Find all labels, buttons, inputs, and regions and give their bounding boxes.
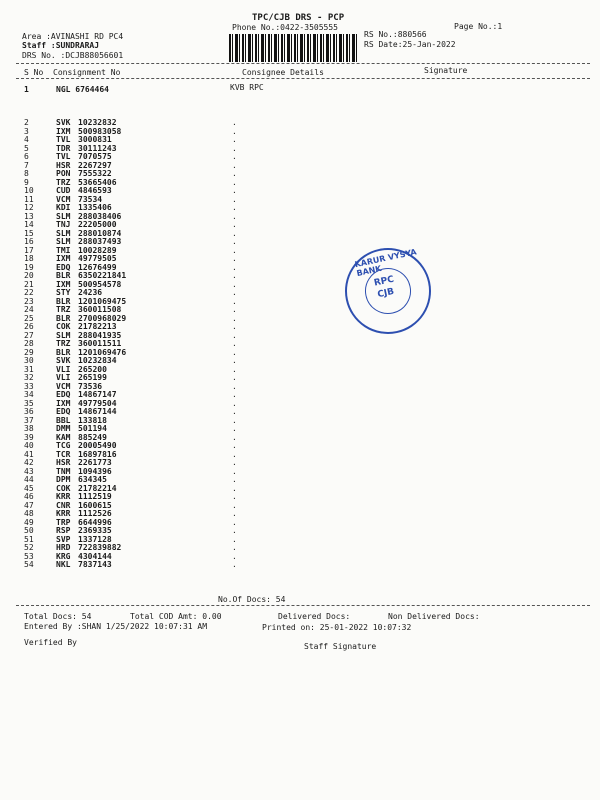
- row-prefix: TDR: [56, 143, 71, 153]
- row-dot: .: [232, 415, 237, 425]
- no-of-docs: No.Of Docs: 54: [218, 595, 286, 604]
- row-prefix: CNR: [56, 500, 71, 510]
- row-consignment-number: 722839882: [78, 543, 122, 552]
- row-sno: 27: [24, 330, 34, 340]
- row-sno: 18: [24, 254, 34, 263]
- row-dot: .: [232, 347, 237, 357]
- row-consignment-number: 288041935: [78, 330, 122, 340]
- row-sno: 12: [24, 203, 34, 212]
- row-dot: .: [232, 432, 237, 442]
- row-dot: .: [232, 381, 237, 391]
- column-header-consignment: Consignment No: [53, 68, 121, 77]
- row-consignment-number: 7070575: [78, 152, 112, 161]
- page-number: Page No.:1: [454, 22, 503, 31]
- row-dot: .: [232, 254, 237, 263]
- row-prefix: SLM: [56, 330, 71, 340]
- row-prefix: DPM: [56, 475, 71, 484]
- phone-number: Phone No.:0422-3505555: [232, 23, 338, 32]
- row-prefix: DMM: [56, 424, 71, 433]
- row-dot: .: [232, 483, 237, 493]
- row-dot: .: [232, 135, 237, 144]
- row-dot: .: [232, 305, 237, 314]
- row-dot: .: [232, 356, 237, 365]
- first-row-consignee: KVB RPC: [230, 83, 264, 92]
- row-prefix: KRR: [56, 509, 71, 518]
- row-sno: 48: [24, 509, 34, 518]
- column-header-sno: S No: [24, 68, 44, 77]
- row-prefix: IXM: [56, 126, 71, 136]
- row-dot: .: [232, 169, 237, 178]
- row-dot: .: [232, 322, 237, 331]
- row-prefix: TNM: [56, 466, 71, 476]
- row-sno: 9: [24, 177, 29, 187]
- rs-date: RS Date:25-Jan-2022: [364, 40, 456, 49]
- row-prefix: EDQ: [56, 407, 71, 416]
- row-consignment-number: 501194: [78, 424, 107, 433]
- row-consignment-number: 133818: [78, 415, 107, 425]
- row-sno: 3: [24, 126, 29, 136]
- row-consignment-number: 288037493: [78, 237, 122, 246]
- row-sno: 37: [24, 415, 34, 425]
- row-prefix: TCR: [56, 449, 71, 459]
- row-sno: 2: [24, 118, 29, 127]
- row-consignment-number: 73534: [78, 194, 103, 204]
- row-prefix: TVL: [56, 135, 71, 144]
- row-dot: .: [232, 330, 237, 340]
- row-sno: 5: [24, 143, 29, 153]
- row-prefix: VCM: [56, 194, 71, 204]
- row-prefix: TRP: [56, 517, 71, 527]
- row-dot: .: [232, 560, 237, 569]
- row-prefix: TCG: [56, 441, 71, 450]
- total-docs: Total Docs: 54: [24, 612, 92, 621]
- row-prefix: SVK: [56, 356, 71, 365]
- row-dot: .: [232, 313, 237, 323]
- row-sno: 14: [24, 220, 34, 229]
- table-row: [0, 560, 600, 570]
- row-consignment-number: 360011511: [78, 339, 122, 348]
- row-prefix: SLM: [56, 211, 71, 221]
- row-sno: 25: [24, 313, 34, 323]
- row-sno: 43: [24, 466, 34, 476]
- row-dot: .: [232, 271, 237, 280]
- total-cod-amount: Total COD Amt: 0.00: [130, 612, 222, 621]
- row-consignment-number: 265199: [78, 373, 107, 382]
- column-header-signature: Signature: [424, 66, 468, 75]
- row-dot: .: [232, 466, 237, 476]
- row-dot: .: [232, 288, 237, 297]
- report-title: TPC/CJB DRS - PCP: [252, 13, 345, 23]
- row-dot: .: [232, 143, 237, 153]
- row-dot: .: [232, 500, 237, 510]
- row-prefix: SVK: [56, 118, 71, 127]
- row-prefix: BLR: [56, 347, 71, 357]
- delivered-docs: Delivered Docs:: [278, 612, 351, 621]
- row-dot: .: [232, 262, 237, 272]
- row-dot: .: [232, 237, 237, 246]
- row-consignment-number: 14867147: [78, 390, 117, 399]
- row-sno: 21: [24, 279, 34, 289]
- row-prefix: SLM: [56, 228, 71, 238]
- row-sno: 26: [24, 322, 34, 331]
- row-prefix: BLR: [56, 313, 71, 323]
- row-prefix: VLI: [56, 364, 71, 374]
- row-prefix: TMI: [56, 245, 71, 255]
- row-prefix: TRZ: [56, 305, 71, 314]
- row-sno: 8: [24, 169, 29, 178]
- row-consignment-number: 49779505: [78, 254, 117, 263]
- row-sno: 39: [24, 432, 34, 442]
- area-label: Area :AVINASHI RD PC4: [22, 32, 124, 41]
- row-prefix: HSR: [56, 458, 71, 467]
- row-prefix: TNJ: [56, 220, 71, 229]
- row-sno: 4: [24, 135, 29, 144]
- row-consignment-number: 12676499: [78, 262, 117, 272]
- row-consignment-number: 1112519: [78, 492, 112, 501]
- row-consignment-number: 1094396: [78, 466, 112, 476]
- row-consignment-number: 1201069475: [78, 296, 127, 306]
- row-prefix: BLR: [56, 271, 71, 280]
- row-prefix: IXM: [56, 398, 71, 408]
- first-row-sno: 1: [24, 85, 29, 94]
- row-dot: .: [232, 228, 237, 238]
- row-consignment-number: 1112526: [78, 509, 112, 518]
- row-prefix: TRZ: [56, 339, 71, 348]
- row-dot: .: [232, 373, 237, 382]
- rs-number: RS No.:880566: [364, 30, 427, 39]
- row-sno: 28: [24, 339, 34, 348]
- row-prefix: SVP: [56, 534, 71, 544]
- printed-on: Printed on: 25-01-2022 10:07:32: [262, 623, 412, 632]
- row-consignment-number: 4846593: [78, 186, 112, 195]
- row-dot: .: [232, 526, 237, 535]
- row-sno: 30: [24, 356, 34, 365]
- row-prefix: HSR: [56, 160, 71, 170]
- row-consignment-number: 22205000: [78, 220, 117, 229]
- row-dot: .: [232, 509, 237, 518]
- row-dot: .: [232, 551, 237, 561]
- row-consignment-number: 14867144: [78, 407, 117, 416]
- row-consignment-number: 4304144: [78, 551, 112, 561]
- barcode: [229, 34, 357, 62]
- row-consignment-number: 3000831: [78, 135, 112, 144]
- row-prefix: RSP: [56, 526, 71, 535]
- row-prefix: BBL: [56, 415, 71, 425]
- row-sno: 10: [24, 186, 34, 195]
- row-sno: 32: [24, 373, 34, 382]
- row-consignment-number: 16897816: [78, 449, 117, 459]
- row-consignment-number: 24236: [78, 288, 103, 297]
- row-prefix: KDI: [56, 203, 71, 212]
- row-prefix: VLI: [56, 373, 71, 382]
- row-consignment-number: 1337128: [78, 534, 112, 544]
- row-prefix: EDQ: [56, 262, 71, 272]
- row-dot: .: [232, 424, 237, 433]
- row-prefix: SLM: [56, 237, 71, 246]
- row-consignment-number: 1201069476: [78, 347, 127, 357]
- row-prefix: NKL: [56, 560, 71, 569]
- row-sno: 41: [24, 449, 34, 459]
- row-dot: .: [232, 203, 237, 212]
- row-sno: 23: [24, 296, 34, 306]
- row-sno: 49: [24, 517, 34, 527]
- row-dot: .: [232, 152, 237, 161]
- drs-number: DRS No. :DCJB88056601: [22, 51, 124, 60]
- row-dot: .: [232, 296, 237, 306]
- row-sno: 34: [24, 390, 34, 399]
- row-consignment-number: 53665406: [78, 177, 117, 187]
- row-sno: 35: [24, 398, 34, 408]
- row-sno: 50: [24, 526, 34, 535]
- row-dot: .: [232, 279, 237, 289]
- row-dot: .: [232, 475, 237, 484]
- row-consignment-number: 2261773: [78, 458, 112, 467]
- row-prefix: KAM: [56, 432, 71, 442]
- row-consignment-number: 21782214: [78, 483, 117, 493]
- row-prefix: HRD: [56, 543, 71, 552]
- row-dot: .: [232, 364, 237, 374]
- row-dot: .: [232, 449, 237, 459]
- row-sno: 52: [24, 543, 34, 552]
- row-dot: .: [232, 458, 237, 467]
- row-consignment-number: 30111243: [78, 143, 117, 153]
- row-sno: 51: [24, 534, 34, 544]
- row-dot: .: [232, 339, 237, 348]
- row-consignment-number: 2369335: [78, 526, 112, 535]
- row-prefix: KRR: [56, 492, 71, 501]
- row-consignment-number: 500954578: [78, 279, 122, 289]
- row-consignment-number: 360011508: [78, 305, 122, 314]
- row-sno: 7: [24, 160, 29, 170]
- row-dot: .: [232, 186, 237, 195]
- row-consignment-number: 885249: [78, 432, 107, 442]
- row-sno: 11: [24, 194, 34, 204]
- row-dot: .: [232, 390, 237, 399]
- row-prefix: COK: [56, 322, 71, 331]
- non-delivered-docs: Non Delivered Docs:: [388, 612, 480, 621]
- row-consignment-number: 49779504: [78, 398, 117, 408]
- row-consignment-number: 7837143: [78, 560, 112, 569]
- row-consignment-number: 1600615: [78, 500, 112, 510]
- row-dot: .: [232, 398, 237, 408]
- row-prefix: STY: [56, 288, 71, 297]
- row-consignment-number: 6350221841: [78, 271, 127, 280]
- row-consignment-number: 20005490: [78, 441, 117, 450]
- row-sno: 15: [24, 228, 34, 238]
- row-consignment-number: 288010874: [78, 228, 122, 238]
- row-dot: .: [232, 441, 237, 450]
- row-consignment-number: 10028289: [78, 245, 117, 255]
- divider-footer: [16, 605, 590, 606]
- row-sno: 31: [24, 364, 34, 374]
- row-sno: 17: [24, 245, 34, 255]
- row-sno: 47: [24, 500, 34, 510]
- row-consignment-number: 21782213: [78, 322, 117, 331]
- stamp-line1: RPC: [373, 274, 395, 289]
- row-consignment-number: 10232834: [78, 356, 117, 365]
- row-sno: 6: [24, 152, 29, 161]
- row-prefix: CUD: [56, 186, 71, 195]
- row-prefix: COK: [56, 483, 71, 493]
- row-sno: 33: [24, 381, 34, 391]
- row-prefix: IXM: [56, 279, 71, 289]
- row-sno: 16: [24, 237, 34, 246]
- row-dot: .: [232, 118, 237, 127]
- staff-signature: Staff Signature: [304, 642, 377, 651]
- row-sno: 29: [24, 347, 34, 357]
- row-dot: .: [232, 517, 237, 527]
- row-sno: 46: [24, 492, 34, 501]
- row-prefix: TVL: [56, 152, 71, 161]
- row-sno: 22: [24, 288, 34, 297]
- column-header-consignee: Consignee Details: [242, 68, 324, 77]
- row-consignment-number: 288038406: [78, 211, 122, 221]
- row-sno: 38: [24, 424, 34, 433]
- row-sno: 45: [24, 483, 34, 493]
- stamp-outer-text: KARUR VYSYA BANK: [353, 247, 418, 279]
- row-prefix: BLR: [56, 296, 71, 306]
- row-consignment-number: 2700968029: [78, 313, 127, 323]
- row-dot: .: [232, 126, 237, 136]
- row-consignment-number: 73536: [78, 381, 103, 391]
- row-consignment-number: 10232832: [78, 118, 117, 127]
- row-consignment-number: 1335406: [78, 203, 112, 212]
- row-prefix: KRG: [56, 551, 71, 561]
- row-prefix: EDQ: [56, 390, 71, 399]
- row-prefix: IXM: [56, 254, 71, 263]
- row-sno: 42: [24, 458, 34, 467]
- row-consignment-number: 6644996: [78, 517, 112, 527]
- row-dot: .: [232, 220, 237, 229]
- row-consignment-number: 634345: [78, 475, 107, 484]
- row-dot: .: [232, 245, 237, 255]
- stamp-line2: CJB: [376, 286, 396, 301]
- row-dot: .: [232, 492, 237, 501]
- row-consignment-number: 2267297: [78, 160, 112, 170]
- row-consignment-number: 265200: [78, 364, 107, 374]
- row-sno: 13: [24, 211, 34, 221]
- row-sno: 44: [24, 475, 34, 484]
- row-dot: .: [232, 177, 237, 187]
- row-sno: 36: [24, 407, 34, 416]
- divider-top: [16, 63, 590, 64]
- row-prefix: VCM: [56, 381, 71, 391]
- row-dot: .: [232, 534, 237, 544]
- row-sno: 24: [24, 305, 34, 314]
- row-sno: 40: [24, 441, 34, 450]
- first-row-consignment: NGL 6764464: [56, 85, 109, 94]
- row-dot: .: [232, 194, 237, 204]
- row-dot: .: [232, 407, 237, 416]
- row-prefix: PON: [56, 169, 71, 178]
- divider-header: [16, 78, 590, 79]
- verified-by: Verified By: [24, 638, 77, 647]
- row-sno: 20: [24, 271, 34, 280]
- row-sno: 19: [24, 262, 34, 272]
- row-prefix: TRZ: [56, 177, 71, 187]
- entered-by: Entered By :SHAN 1/25/2022 10:07:31 AM: [24, 622, 208, 631]
- staff-label: Staff :SUNDRARAJ: [22, 41, 100, 50]
- row-sno: 54: [24, 560, 34, 569]
- row-sno: 53: [24, 551, 34, 561]
- row-dot: .: [232, 211, 237, 221]
- row-dot: .: [232, 543, 237, 552]
- row-dot: .: [232, 160, 237, 170]
- row-consignment-number: 500983058: [78, 126, 122, 136]
- row-consignment-number: 7555322: [78, 169, 112, 178]
